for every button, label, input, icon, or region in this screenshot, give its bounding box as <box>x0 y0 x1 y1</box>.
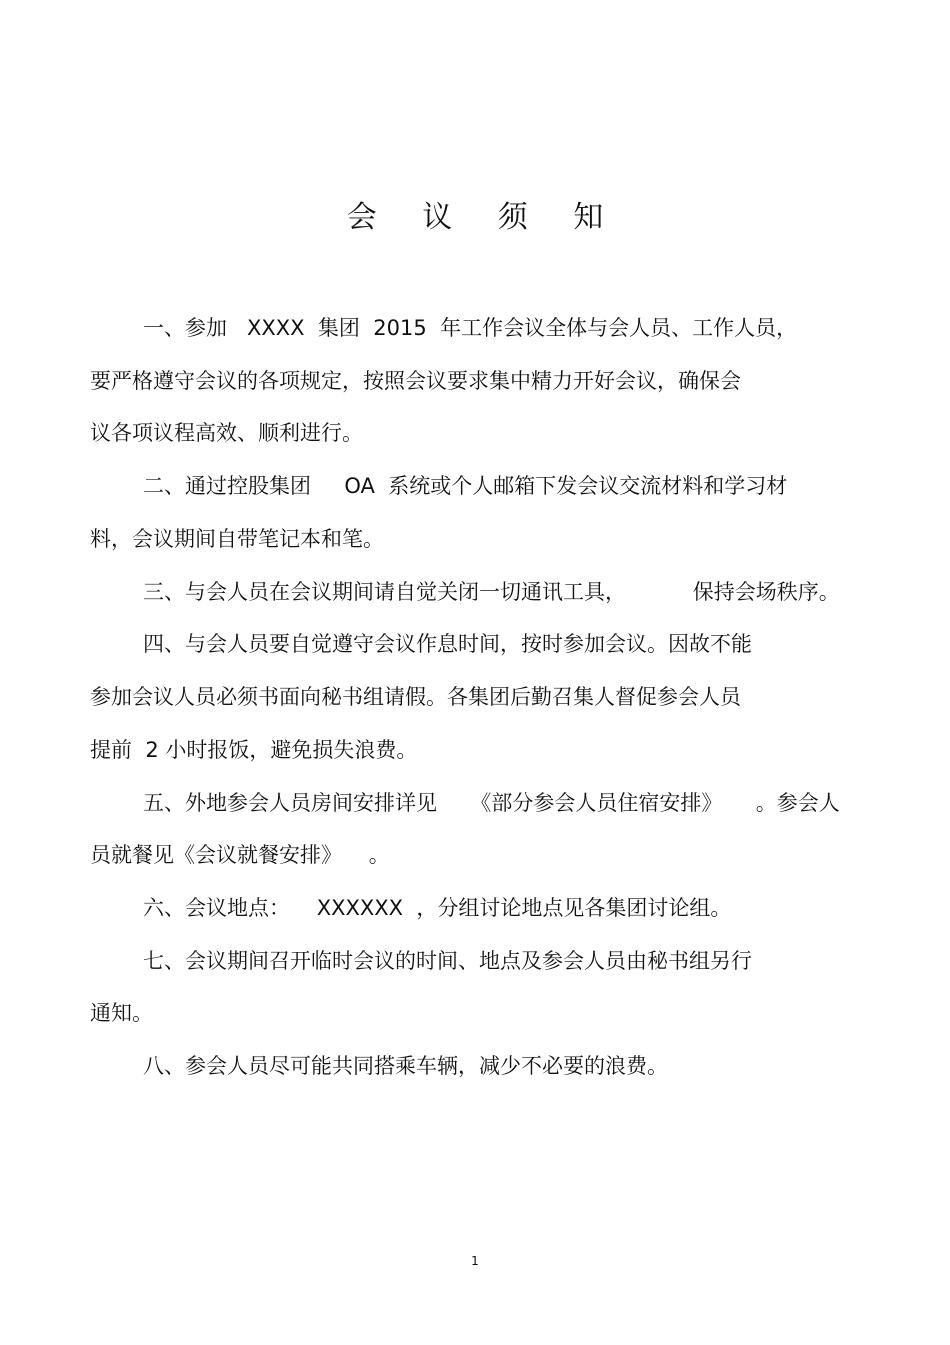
text-line: 六、会议地点： XXXXXX ，分组讨论地点见各集团讨论组。 <box>143 896 732 920</box>
text-line: 通知。 <box>90 1001 153 1025</box>
text-line: 要严格遵守会议的各项规定，按照会议要求集中精力开好会议，确保会 <box>90 369 741 393</box>
text-line: 三、与会人员在会议期间请自觉关闭一切通讯工具， 保持会场秩序。 <box>143 580 840 604</box>
text-line: 八、参会人员尽可能共同搭乘车辆，减少不必要的浪费。 <box>143 1054 668 1078</box>
text-line: 七、会议期间召开临时会议的时间、地点及参会人员由秘书组另行 <box>143 949 752 973</box>
text-line: 参加会议人员必须书面向秘书组请假。各集团后勤召集人督促参会人员 <box>90 685 741 709</box>
text-line: 一、参加 XXXX 集团 2015 年工作会议全体与会人员、工作人员， <box>143 316 798 340</box>
text-line: 提前 2 小时报饭，避免损失浪费。 <box>90 738 418 762</box>
text-line: 议各项议程高效、顺利进行。 <box>90 421 363 445</box>
text-line: 料，会议期间自带笔记本和笔。 <box>90 527 384 551</box>
document-title: 会 议 须 知 <box>346 200 622 235</box>
page-number: 1 <box>471 1254 479 1268</box>
text-line: 五、外地参会人员房间安排详见 《部分参会人员住宿安排》 。参会人 <box>143 791 840 815</box>
text-line: 员就餐见《会议就餐安排》 。 <box>90 843 390 867</box>
text-line: 四、与会人员要自觉遵守会议作息时间，按时参加会议。因故不能 <box>143 632 752 656</box>
text-line: 二、通过控股集团 OA 系统或个人邮箱下发会议交流材料和学习材 <box>143 474 788 498</box>
